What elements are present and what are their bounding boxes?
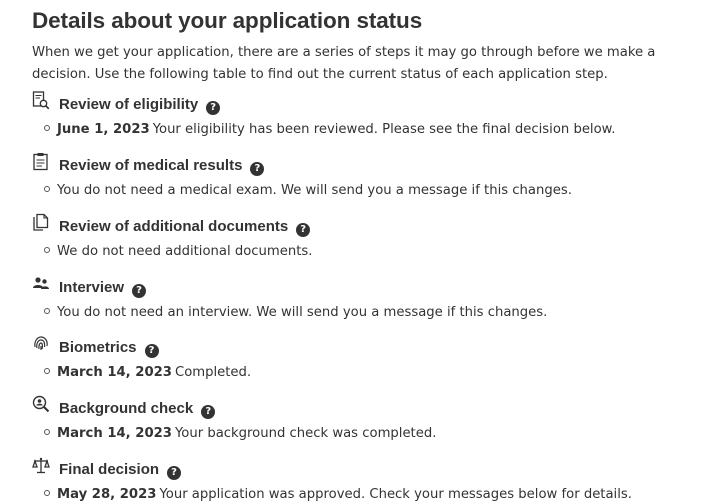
bullet-icon	[44, 368, 50, 374]
bullet-icon	[44, 429, 50, 435]
step-title: Biometrics	[59, 339, 137, 356]
step-text: Your application was approved. Check your messages below for details.	[159, 487, 632, 502]
step-text: Completed.	[174, 365, 252, 380]
bullet-icon	[44, 125, 50, 131]
document-search-icon	[32, 91, 50, 111]
page-title: Details about your application status	[32, 8, 423, 33]
step-background-check	[32, 399, 702, 441]
bullet-icon	[44, 490, 50, 496]
step-detail	[44, 243, 312, 261]
help-icon[interactable]: ?	[206, 101, 220, 115]
step-title: Interview	[59, 279, 125, 296]
step-interview	[32, 278, 702, 320]
step-review-of-additional-documents	[32, 217, 702, 259]
step-text: You do not need a medical exam. We will send you a message if this changes.	[57, 183, 572, 198]
people-icon	[32, 274, 50, 294]
step-review-of-medical-results	[32, 156, 702, 198]
step-title: Review of medical results	[59, 157, 243, 174]
step-biometrics	[32, 338, 702, 380]
page-intro: When we get your application, there are a series of steps it may go through before we make a decision. Use the following table to find out the current status of each application step.	[32, 45, 656, 82]
documents-copy-icon	[32, 213, 50, 233]
fingerprint-icon	[32, 334, 50, 354]
step-text: We do not need additional documents.	[57, 244, 313, 259]
step-text: You do not need an interview. We will send you a message if this changes.	[57, 305, 548, 320]
scales-icon	[32, 456, 50, 476]
step-title: Review of eligibility	[59, 96, 199, 113]
person-search-icon	[32, 395, 50, 415]
step-title: Final decision	[59, 461, 160, 478]
step-detail	[44, 182, 572, 200]
step-title: Review of additional documents	[59, 218, 289, 235]
help-icon[interactable]: ?	[296, 223, 310, 237]
step-date: June 1, 2023	[57, 122, 150, 137]
step-final-decision	[32, 460, 702, 502]
step-text: Your eligibility has been reviewed. Please see the final decision below.	[152, 122, 616, 137]
step-detail	[44, 486, 632, 504]
step-text: Your background check was completed.	[174, 426, 437, 441]
step-detail	[44, 304, 547, 322]
help-icon[interactable]: ?	[167, 466, 181, 480]
step-title: Background check	[59, 400, 194, 417]
help-icon[interactable]: ?	[132, 284, 146, 298]
help-icon[interactable]: ?	[250, 162, 264, 176]
step-detail	[44, 425, 436, 443]
step-date: March 14, 2023	[57, 365, 172, 380]
step-detail	[44, 121, 615, 139]
step-date: March 14, 2023	[57, 426, 172, 441]
bullet-icon	[44, 186, 50, 192]
step-detail	[44, 364, 251, 382]
bullet-icon	[44, 308, 50, 314]
status-page	[32, 6, 700, 502]
step-review-of-eligibility	[32, 95, 702, 137]
help-icon[interactable]: ?	[201, 405, 215, 419]
medical-clipboard-icon	[32, 152, 50, 172]
step-date: May 28, 2023	[57, 487, 157, 502]
help-icon[interactable]: ?	[145, 344, 159, 358]
bullet-icon	[44, 247, 50, 253]
